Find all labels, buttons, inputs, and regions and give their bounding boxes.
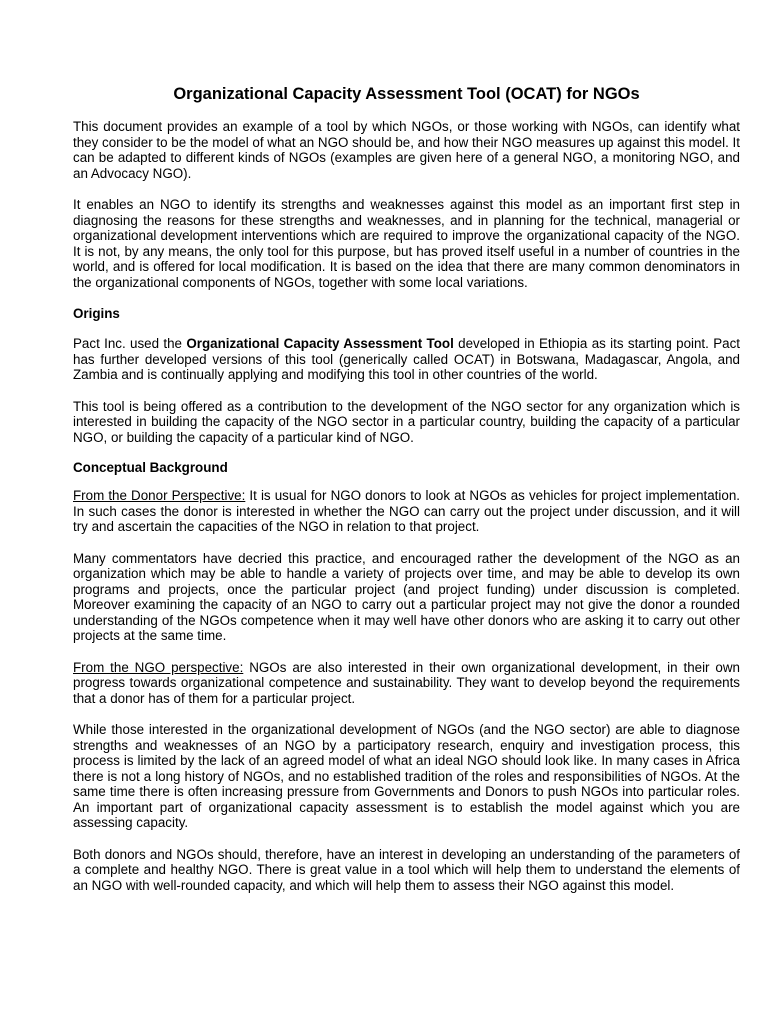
document-title: Organizational Capacity Assessment Tool (OCAT) for NGOs bbox=[173, 85, 640, 103]
donor-perspective-label: From the Donor Perspective: bbox=[73, 488, 246, 503]
origins-paragraph-2: This tool is being offered as a contribution to the development of the NGO sector for any organization which is interested in building the capacity of the NGO sector in a particular country, building the capacity of a particular NGO, or building the capacity of a particular kind of NGO. bbox=[73, 398, 740, 445]
donor-perspective-paragraph bbox=[73, 488, 740, 535]
origins-heading: Origins bbox=[73, 306, 120, 321]
ngo-perspective-label: From the NGO perspective: bbox=[73, 659, 244, 675]
origins-p1-rest: developed in Ethiopia as its starting point. Pact has further developed versions of this tool (generically called OCAT) in Botswana, Madagascar, Angola, and Zambia and is continually applying and modifying this tool in other countries of the world. bbox=[73, 336, 740, 382]
origins-p1-lead: Pact Inc. used the bbox=[73, 336, 187, 351]
origins-paragraph-1 bbox=[73, 336, 740, 383]
conceptual-background-heading: Conceptual Background bbox=[73, 460, 228, 475]
ngo-perspective-text: NGOs are also interested in their own organizational development, in their own progress towards organizational competence and sustainability. They want to develop beyond the requirements that a donor has of them for a particular project. bbox=[73, 659, 740, 706]
document-page bbox=[73, 0, 740, 893]
intro-paragraph-1: This document provides an example of a tool by which NGOs, or those working with NGOs, can identify what they consider to be the model of what an NGO should be, and how their NGO measures up against this model. It can be adapted to different kinds of NGOs (examples are given here of a general NGO, a monitoring NGO, and an Advocacy NGO). bbox=[73, 119, 740, 181]
commentators-paragraph: Many commentators have decried this practice, and encouraged rather the development of the NGO as an organization which may be able to handle a variety of projects over time, and may be able to develop its own programs and projects, once the particular project (and project funding) under discussion is completed. Moreover examining the capacity of an NGO to carry out a particular project may not give the donor a rounded understanding of the NGOs competence when it may well have other donors who are asking it to carry out other projects at the same time. bbox=[73, 550, 740, 643]
diagnosis-paragraph: While those interested in the organizational development of NGOs (and the NGO sector) are able to diagnose strengths and weaknesses of an NGO by a participatory research, enquiry and investigation process, this process is limited by the lack of an agreed model of what an ideal NGO should look like. In many cases in Africa there is not a long history of NGOs, and no established tradition of the roles and responsibilities of NGOs. At the same time there is often increasing pressure from Governments and Donors to push NGOs into particular roles. An important part of organizational capacity assessment is to establish the model against which you are assessing capacity. bbox=[73, 722, 740, 830]
ngo-perspective-paragraph bbox=[73, 660, 740, 707]
conclusion-paragraph: Both donors and NGOs should, therefore, have an interest in developing an understanding of the parameters of a complete and healthy NGO. There is great value in a tool which will help them to understand the elements of an NGO with well-rounded capacity, and which will help them to assess their NGO against this model. bbox=[73, 846, 740, 893]
ocat-tool-name: Organizational Capacity Assessment Tool bbox=[186, 336, 454, 351]
donor-perspective-text: It is usual for NGO donors to look at NGOs as vehicles for project implementation. In such cases the donor is interested in whether the NGO can carry out the project under discussion, and it will try and ascertain the capacities of the NGO in relation to that project. bbox=[73, 488, 740, 534]
intro-paragraph-2: It enables an NGO to identify its strengths and weaknesses against this model as an important first step in diagnosing the reasons for these strengths and weaknesses, and in planning for the technical, managerial or organizational development interventions which are required to improve the organizational capacity of the NGO. It is not, by any means, the only tool for this purpose, but has proved itself useful in a number of countries in the world, and is offered for local modification. It is based on the idea that there are many common denominators in the organizational components of NGOs, together with some local variations. bbox=[73, 197, 740, 290]
